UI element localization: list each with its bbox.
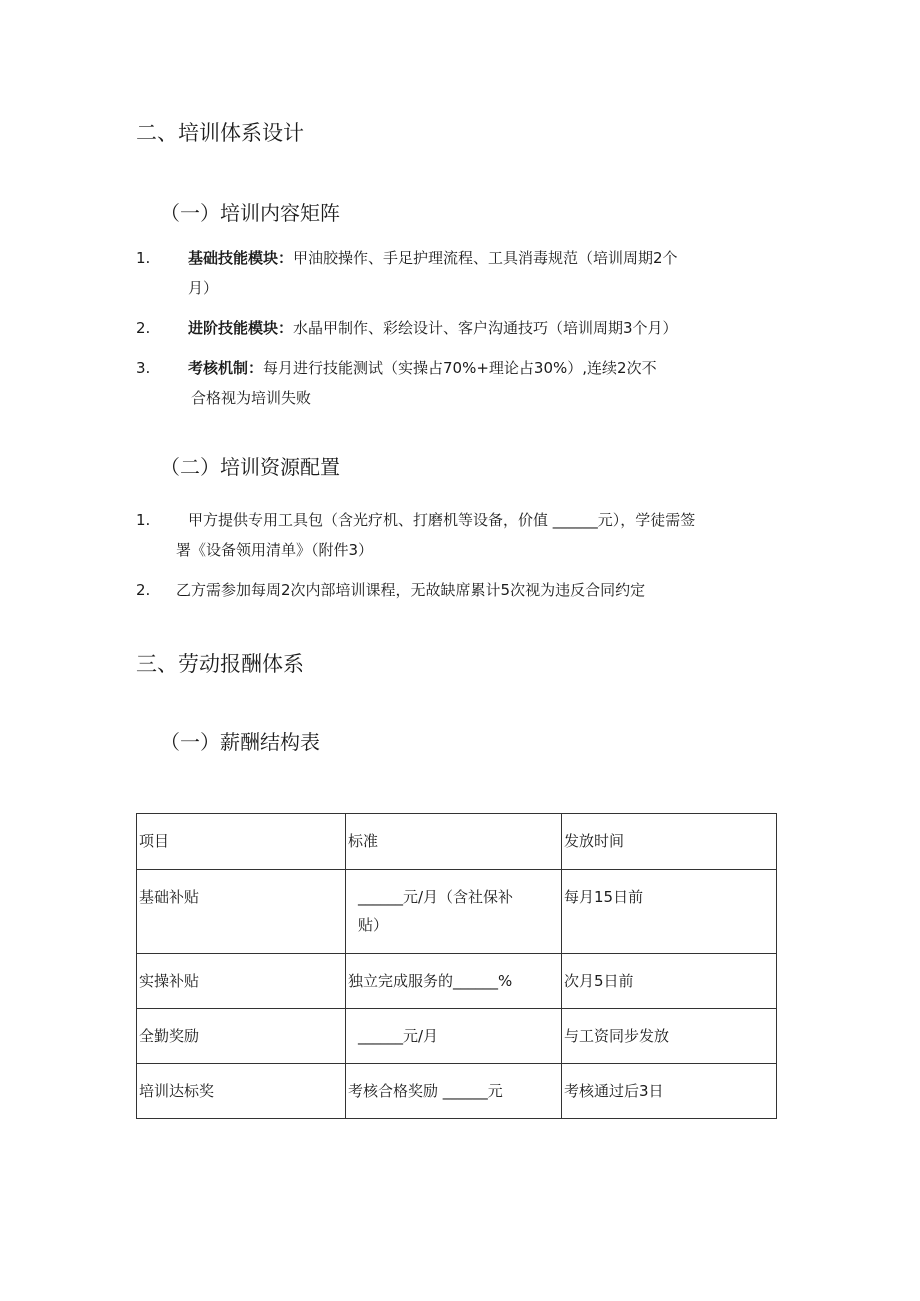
section-title: 二、培训体系设计 (136, 121, 304, 145)
subsection-title: （一）培训内容矩阵 (160, 201, 340, 225)
table-header-row (137, 814, 777, 870)
table-row: 基础补贴 ______元/月（含社保补 贴） 每月15日前 (137, 870, 777, 954)
table-row: 全勤奖励 ______元/月 与工资同步发放 (137, 1009, 777, 1064)
subsection-title: （一）薪酬结构表 (160, 730, 320, 754)
subsection-title: （二）培训资源配置 (160, 455, 340, 479)
salary-table (136, 813, 777, 1119)
header-cell: 项目 (139, 832, 170, 850)
header-cell: 标准 (348, 832, 379, 850)
table-row: 实操补贴 独立完成服务的______% 次月5日前 (137, 954, 777, 1009)
header-cell: 发放时间 (564, 832, 625, 850)
section-title: 三、劳动报酬体系 (136, 652, 304, 676)
table-row: 培训达标奖 考核合格奖励 ______元 考核通过后3日 (137, 1064, 777, 1119)
